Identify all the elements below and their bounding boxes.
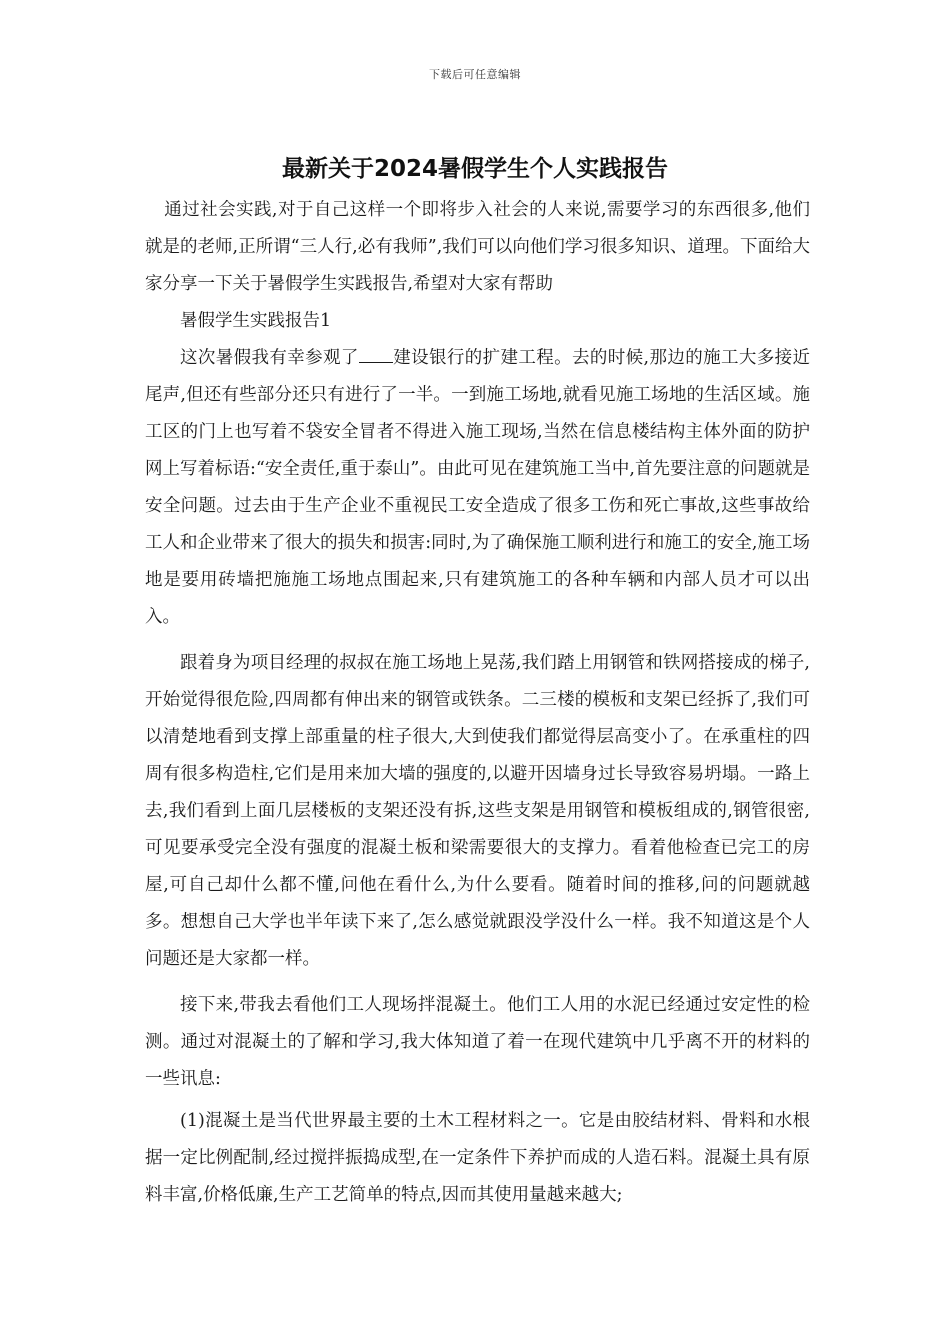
paragraph-4: (1)混凝土是当代世界最主要的土木工程材料之一。它是由胶结材料、骨料和水根据一定比例配制,经过搅拌振捣成型,在一定条件下养护而成的人造石料。混凝土具有原料丰富,价格低廉,生产工艺简单的特点,因而其使用量越来越大; [145, 1111, 810, 1205]
page-title: 最新关于2024暑假学生个人实践报告 [281, 156, 668, 182]
paragraph-1-rest: 建设银行的扩建工程。去的时候,那边的施工大多接近尾声,但还有些部分还只有进行了一半。一到施工场地,就看见施工场地的生活区域。施工区的门上也写着不袋安全冒者不得进入施工现场,当然在信息楼结构主体外面的防护网上写着标语:“安全责任,重于泰山”。由此可见在建筑施工当中,首先要注意的问题就是安全问题。过去由于生产企业不重视民工安全造成了很多工伤和死亡事故,这些事故给工人和企业带来了很大的损失和损害:同时,为了确保施工顺利进行和施工的安全,施工场地是要用砖墙把施施工场地点围起来,只有建筑施工的各种车辆和内部人员才可以出入。 [145, 348, 811, 627]
paragraph-1 [145, 340, 810, 636]
fill-in-blank [359, 344, 393, 363]
header-note: 下载后可任意编辑 [429, 68, 521, 81]
document-body [145, 192, 810, 1214]
paragraph-1-start: 这次暑假我有幸参观了 [180, 348, 359, 368]
paragraph-3: 接下来,带我去看他们工人现场拌混凝土。他们工人用的水泥已经通过安定性的检测。通过对混凝土的了解和学习,我大体知道了着一在现代建筑中几乎离不开的材料的一些讯息: [145, 995, 810, 1089]
section-subheading: 暑假学生实践报告1 [180, 311, 332, 331]
paragraph-2: 跟着身为项目经理的叔叔在施工场地上晃荡,我们踏上用钢管和铁网搭接成的梯子,开始觉得很危险,四周都有伸出来的钢管或铁条。二三楼的模板和支架已经拆了,我们可以清楚地看到支撑上部重量的柱子很大,大到使我们都觉得层高变小了。在承重柱的四周有很多构造柱,它们是用来加大墙的强度的,以避开因墙身过长导致容易坍塌。一路上去,我们看到上面几层楼板的支架还没有拆,这些支架是用钢管和模板组成的,钢管很密,可见要承受完全没有强度的混凝土板和梁需要很大的支撑力。看着他检查已完工的房屋,可自己却什么都不懂,问他在看什么,为什么要看。随着时间的推移,问的问题就越多。想想自己大学也半年读下来了,怎么感觉就跟没学没什么一样。我不知道这是个人问题还是大家都一样。 [145, 653, 810, 969]
intro-paragraph: 通过社会实践,对于自己这样一个即将步入社会的人来说,需要学习的东西很多,他们就是的老师,正所谓“三人行,必有我师”,我们可以向他们学习很多知识、道理。下面给大家分享一下关于暑假学生实践报告,希望对大家有帮助 [145, 200, 810, 294]
